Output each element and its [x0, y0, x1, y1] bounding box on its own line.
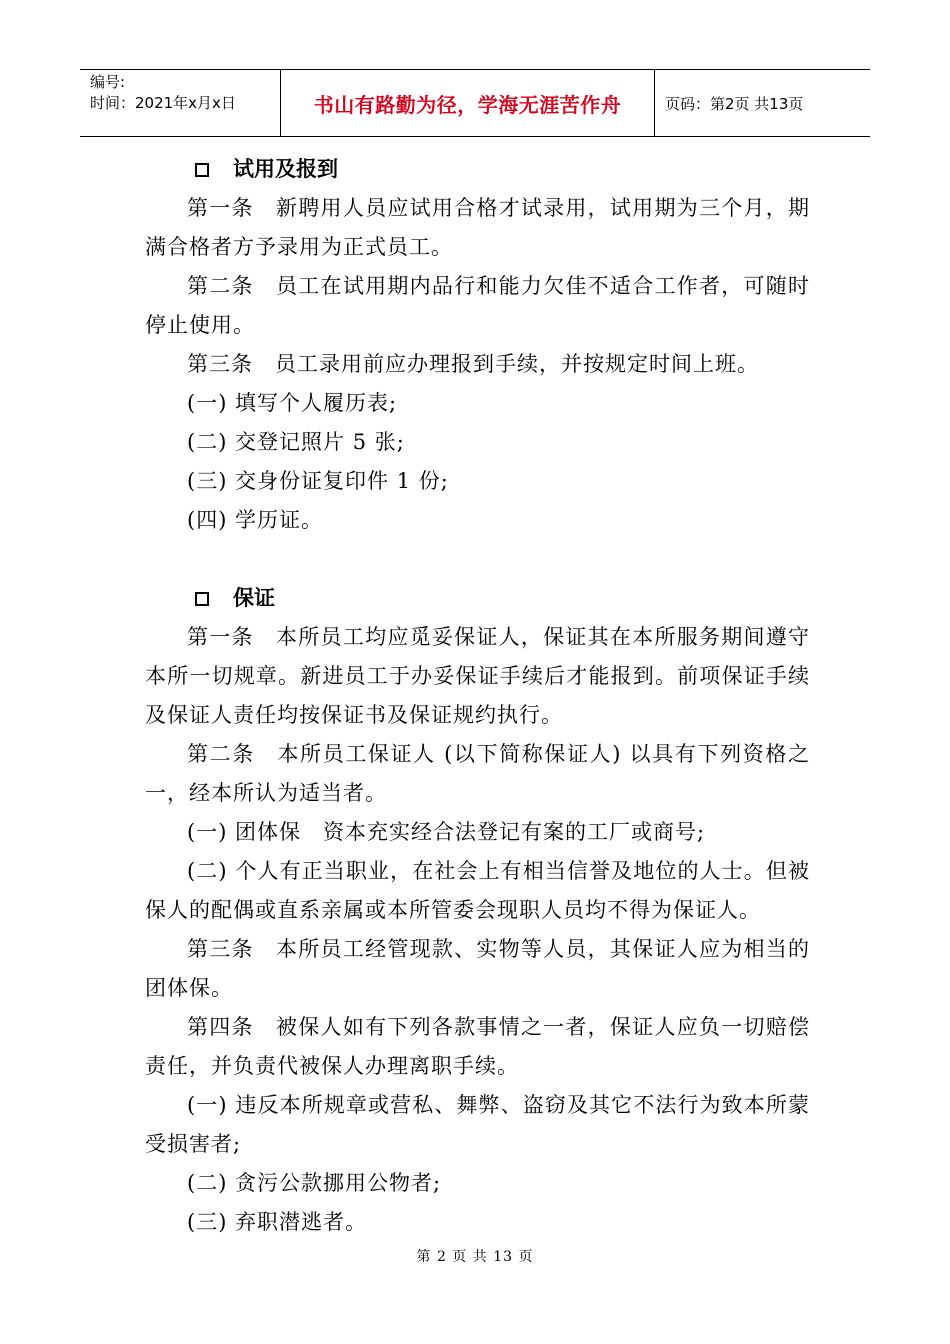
paragraph: 第二条 本所员工保证人 (以下简称保证人) 以具有下列资格之一，经本所认为适当者。 [145, 742, 810, 805]
list-item: (三) 交身份证复印件 1 份; [187, 469, 449, 493]
paragraph: 第二条 员工在试用期内品行和能力欠佳不适合工作者，可随时停止使用。 [145, 274, 810, 337]
page-footer: 第 2 页 共 13 页 [416, 1249, 534, 1265]
header-page-label: 页码：第2页 共13页 [665, 94, 804, 113]
paragraph: 第三条 员工录用前应办理报到手续，并按规定时间上班。 [187, 352, 759, 376]
checkbox-square-icon [195, 592, 209, 606]
time-label: 时间：2021年x月x日 [90, 94, 236, 112]
paragraph: 第一条 本所员工均应觅妥保证人，保证其在本所服务期间遵守本所一切规章。新进员工于办妥保证手续后才能报到。前项保证手续及保证人责任均按保证书及保证规约执行。 [145, 625, 810, 727]
list-item: (一) 填写个人履历表; [187, 391, 398, 415]
list-item: (二) 个人有正当职业，在社会上有相当信誉及地位的人士。但被保人的配偶或直系亲属或本所管委会现职人员均不得为保证人。 [145, 859, 810, 922]
paragraph: 第四条 被保人如有下列各款事情之一者，保证人应负一切赔偿责任，并负责代被保人办理离职手续。 [145, 1015, 810, 1078]
checkbox-square-icon [195, 163, 209, 177]
list-item: (一) 违反本所规章或营私、舞弊、盗窃及其它不法行为致本所蒙受损害者; [145, 1093, 810, 1156]
list-item: (二) 贪污公款挪用公物者; [187, 1171, 442, 1195]
section-title: 保证 [233, 586, 275, 610]
list-item: (四) 学历证。 [187, 508, 324, 532]
section-spacer [145, 540, 810, 579]
list-item: (二) 交登记照片 5 张; [187, 430, 405, 454]
paragraph: 第三条 本所员工经管现款、实物等人员，其保证人应为相当的团体保。 [145, 937, 810, 1000]
header-motto: 书山有路勤为径，学海无涯苦作舟 [281, 70, 655, 136]
header-table [80, 69, 870, 137]
number-label: 编号: [90, 73, 126, 91]
list-item: (一) 团体保 资本充实经合法登记有案的工厂或商号; [187, 820, 706, 844]
paragraph: 第一条 新聘用人员应试用合格才试录用，试用期为三个月，期满合格者方予录用为正式员工。 [145, 196, 810, 259]
section-heading-guarantee [145, 579, 810, 618]
section-title: 试用及报到 [233, 157, 338, 181]
header-info [80, 70, 281, 136]
document-body [145, 150, 810, 1242]
section-heading-probation [145, 150, 810, 189]
list-item: (三) 弃职潜逃者。 [187, 1210, 368, 1234]
